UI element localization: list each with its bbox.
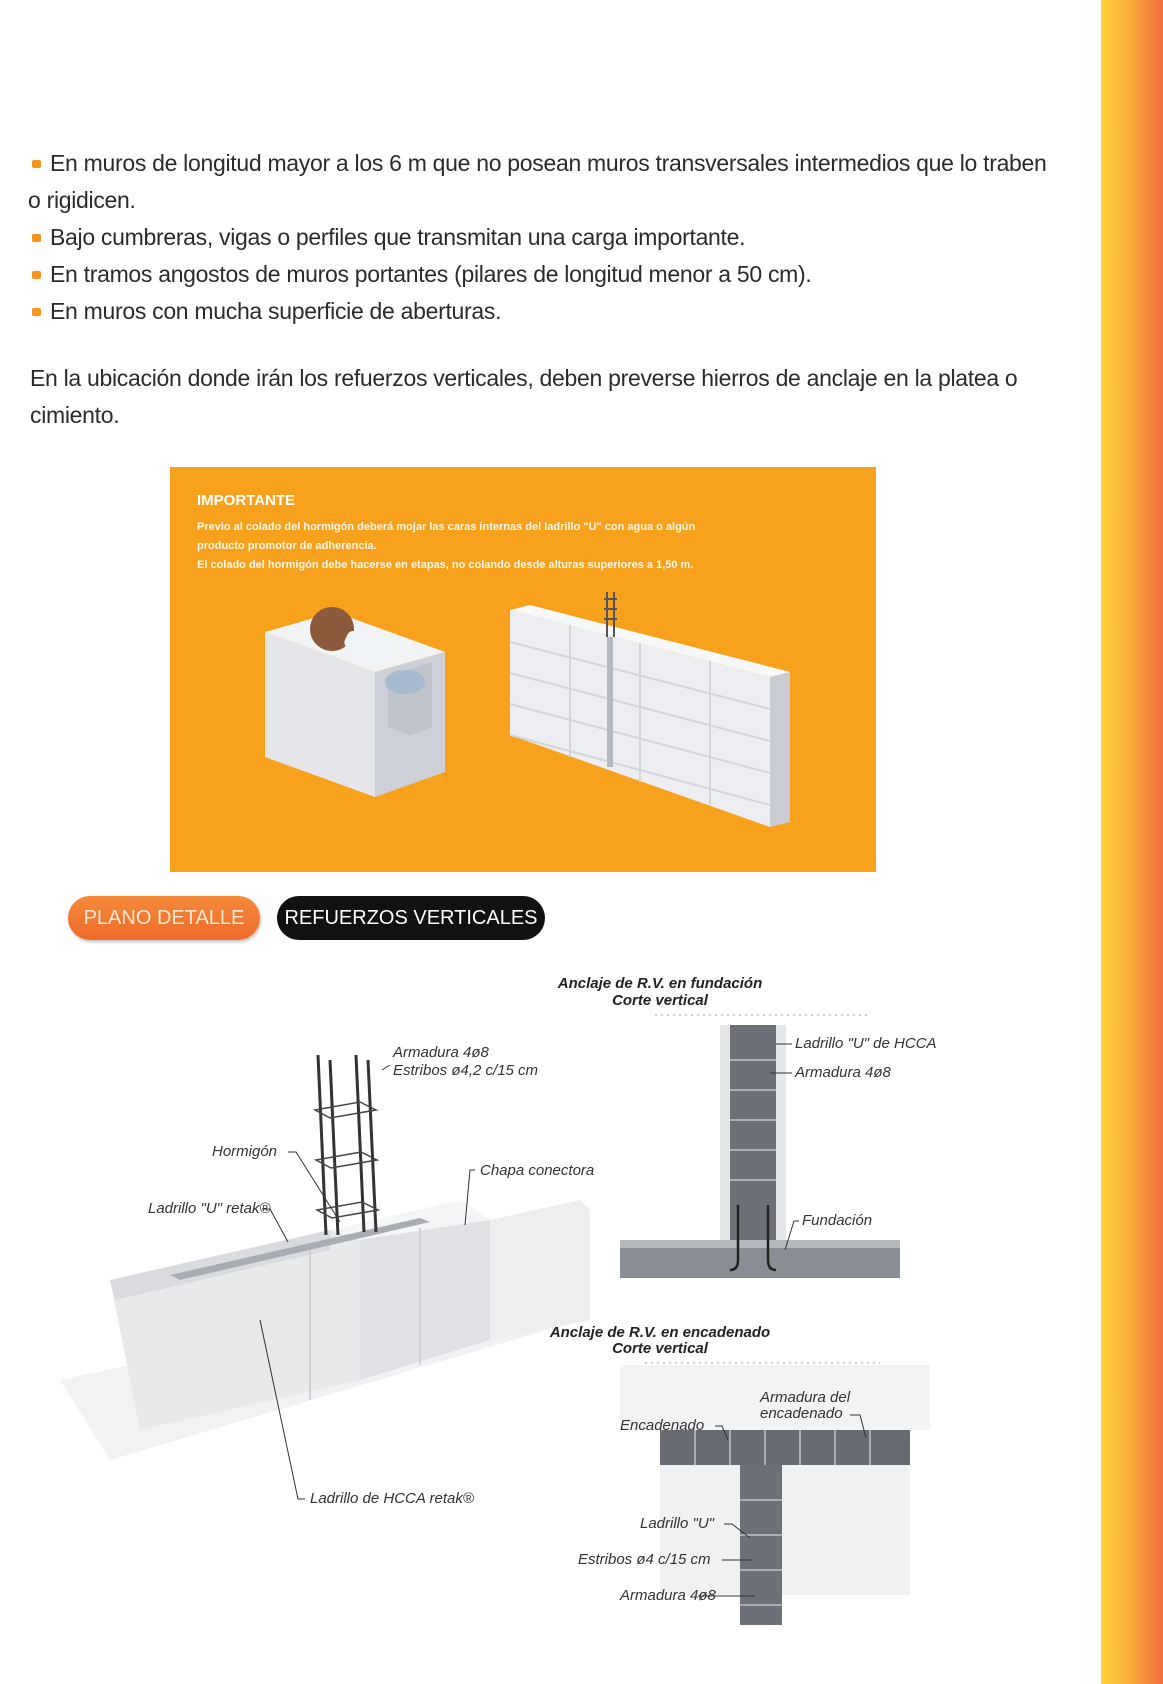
bullet-item-continuation [28, 182, 1078, 219]
encadenado-label-encadenado: Encadenado [620, 1417, 705, 1434]
encadenado-label-ladrillo: Ladrillo "U" [640, 1515, 715, 1532]
label-chapa: Chapa conectora [480, 1162, 595, 1179]
important-line: El colado del hormigón debe hacerse en etapas, no colando desde alturas superiores a 1,50 m. [197, 559, 694, 571]
fundacion-label-armadura: Armadura 4ø8 [795, 1064, 891, 1081]
encadenado-label-armadura: Armadura 4ø8 [620, 1587, 716, 1604]
label-ladrillo-hcca: Ladrillo de HCCA retak® [310, 1490, 474, 1507]
important-title: IMPORTANTE [197, 492, 296, 509]
fundacion-subtitle: Corte vertical [612, 992, 708, 1009]
bullet-icon [32, 271, 41, 279]
important-line: producto promotor de adherencia. [197, 540, 377, 552]
bullet-icon [32, 234, 41, 242]
bullet-list [28, 145, 1078, 330]
anchor-paragraph: En la ubicación donde irán los refuerzos verticales, deben preverse hierros de anclaje en la platea o cimiento. [30, 365, 1018, 428]
label-armadura: Armadura 4ø8 [393, 1044, 489, 1061]
encadenado-label-armadura-enc: encadenado [760, 1405, 843, 1422]
encadenado-label-estribos: Estribos ø4 c/15 cm [578, 1551, 711, 1568]
bullet-item [28, 219, 1078, 256]
bullet-text: En muros de longitud mayor a los 6 m que no posean muros transversales intermedios que lo traben [50, 150, 1047, 176]
label-hormigon: Hormigón [212, 1143, 278, 1160]
label-ladrillo-u: Ladrillo "U" retak® [148, 1200, 271, 1217]
bullet-icon [32, 308, 41, 316]
reinforcement-diagram [60, 960, 950, 1650]
plano-detalle-tab: PLANO DETALLE [68, 896, 260, 940]
bullet-text: o rigidicen. [28, 187, 136, 213]
refuerzos-verticales-tab: REFUERZOS VERTICALES [277, 896, 545, 940]
fundacion-label-fundacion: Fundación [802, 1212, 873, 1229]
encadenado-label-armadura-enc: Armadura del [760, 1389, 851, 1406]
fundacion-label-ladrillo: Ladrillo "U" de HCCA [795, 1035, 937, 1052]
fundacion-section [557, 975, 937, 1278]
bullet-item [28, 293, 1078, 330]
bullet-item [28, 145, 1078, 182]
bullet-text: En tramos angostos de muros portantes (pilares de longitud menor a 50 cm). [50, 261, 812, 287]
fundacion-title: Anclaje de R.V. en fundación [557, 975, 763, 992]
important-line: Previo al colado del hormigón deberá mojar las caras internas del ladrillo "U" con agua o algún [197, 521, 696, 533]
main-wall-illustration [60, 1055, 590, 1460]
encadenado-subtitle: Corte vertical [612, 1340, 708, 1357]
label-estribos: Estribos ø4,2 c/15 cm [393, 1062, 539, 1079]
bullet-text: En muros con mucha superficie de aberturas. [50, 298, 502, 324]
encadenado-title: Anclaje de R.V. en encadenado [549, 1324, 771, 1341]
bullet-icon [32, 160, 41, 168]
bullet-item [28, 256, 1078, 293]
bullet-text: Bajo cumbreras, vigas o perfiles que transmitan una carga importante. [50, 224, 746, 250]
important-text [197, 518, 857, 575]
orange-gradient-side-bar [1101, 0, 1163, 1684]
important-panel [170, 467, 876, 872]
encadenado-section [549, 1324, 930, 1625]
